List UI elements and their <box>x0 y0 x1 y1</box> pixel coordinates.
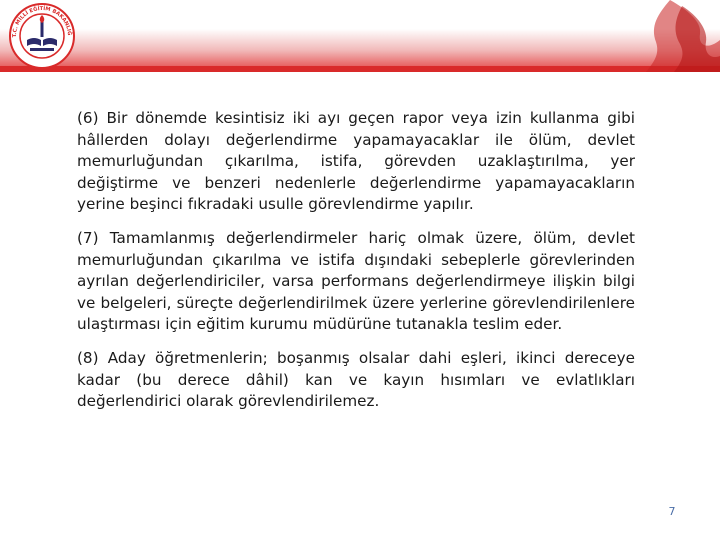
paragraph-8: (8) Aday öğretmenlerin; boşanmış olsalar dahi eşleri, ikinci dereceye kadar (bu derece dâhil) kan ve kayın hısımları ve evlatlıkları değerlendirici olarak görevlendirilemez. <box>77 348 635 411</box>
flame-icon <box>610 0 720 72</box>
document-body <box>77 108 635 425</box>
paragraph-6: (6) Bir dönemde kesintisiz iki ayı geçen rapor veya izin kullanma gibi hâllerden dolayı değerlendirme yapamayacaklar ile ölüm, devlet memurluğundan çıkarılma, istifa, görevden uzaklaştırılma, yer değiştirme ve benzeri nedenlerle değerlendirme yapamayacakların yerine beşinci fıkradaki usulle görevlendirme yapılır. <box>77 109 635 214</box>
paragraph-7: (7) Tamamlanmış değerlendirmeler hariç olmak üzere, ölüm, devlet memurluğundan çıkarılma ve istifa dışındaki sebeplerle görevlerinden ayrılan değerlendiriciler, varsa performans değerlendirmeye ilişkin bilgi ve belgeleri, süreçte değerlendirilmek üzere yerlerine görevlendirilenlere ulaştırması için eğitim kurumu müdürüne tutanakla teslim eder. <box>77 228 635 334</box>
meb-logo <box>8 2 76 70</box>
page-number: 7 <box>668 505 676 518</box>
header-banner <box>0 0 720 72</box>
logo-text: T.C. MİLLÎ EĞİTİM BAKANLIĞ <box>11 5 73 38</box>
